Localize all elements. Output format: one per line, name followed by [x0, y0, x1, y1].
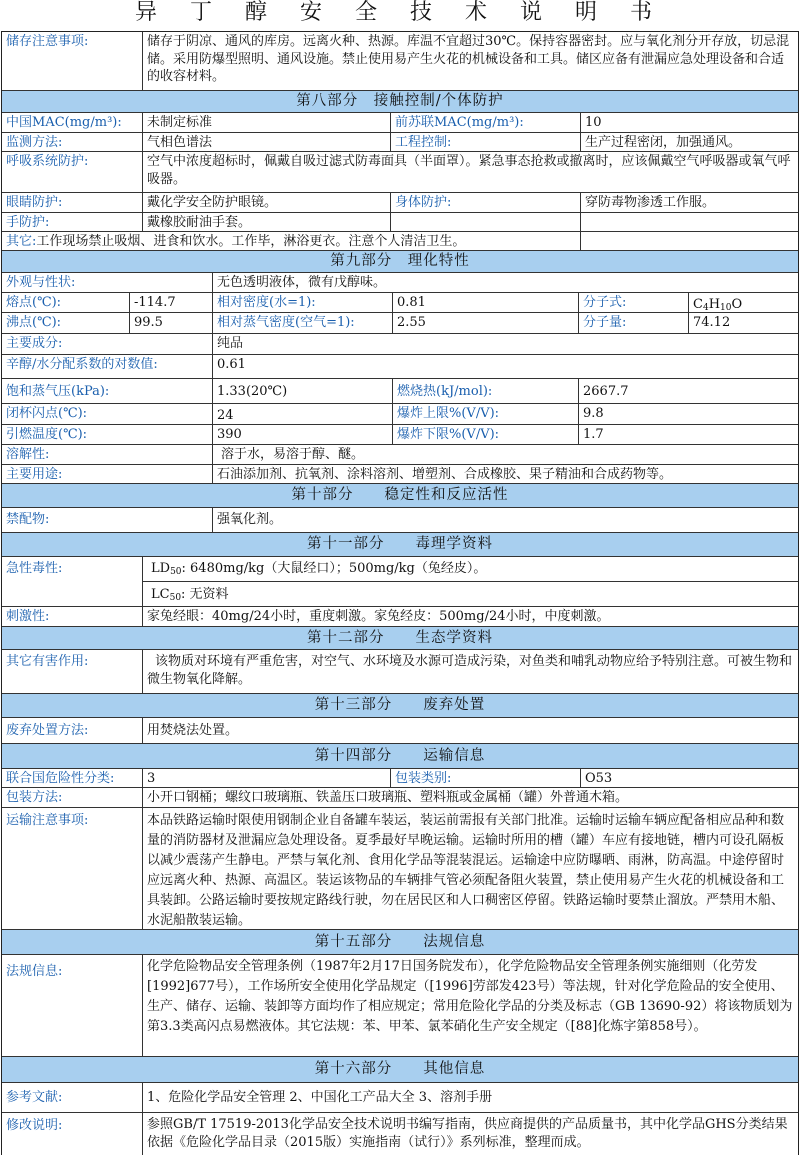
use-row	[2, 465, 798, 484]
other-label: 其它:	[6, 234, 37, 249]
section-8-title: 第八部分 接触控制/个体防护	[296, 93, 504, 109]
incomp-label: 禁配物:	[6, 512, 50, 527]
formula-sub-10: 10	[720, 303, 732, 312]
section-12-title: 第十二部分 生态学资料	[307, 630, 493, 646]
disposal-value: 用焚烧法处置。	[142, 718, 798, 743]
logp-row	[2, 355, 798, 379]
storage-row	[2, 32, 798, 91]
mp-label: 熔点(℃):	[6, 295, 62, 310]
rev-value: 参照GB/T 17519-2013化学品安全技术说明书编写指南，供应商提供的产品质量书，其中化学品GHS分类结果依据《危险化学品目录（2015版）实施指南（试行）》系列标准，整理而成。	[142, 1113, 798, 1155]
other-value: 工作现场禁止吸烟、进食和饮水。工作毕，淋浴更衣。注意个人清洁卫生。	[36, 234, 466, 249]
eng-label: 工程控制:	[390, 133, 580, 151]
eco-value: 该物质对环境有严重危害，对空气、水环境及水源可造成污染，对鱼类和哺乳动物应给予特别注意。可被生物和微生物氧化降解。	[142, 650, 798, 693]
ref-row	[2, 1083, 798, 1113]
rev-row	[2, 1113, 798, 1155]
mac-row	[2, 113, 798, 133]
storage-label: 储存注意事项:	[6, 34, 89, 49]
reg-label: 法规信息:	[6, 964, 63, 979]
flash-value: 24	[212, 404, 392, 424]
ld-sub: 50	[170, 567, 182, 577]
section-8-header	[2, 91, 798, 113]
section-15-header	[2, 930, 798, 955]
ld-text: : 6480mg/kg（大鼠经口）；500mg/kg（兔经皮）。	[181, 561, 487, 576]
formula-label: 分子式:	[578, 293, 688, 312]
un-label: 联合国危险性分类:	[6, 771, 115, 786]
hand-label: 手防护:	[6, 215, 50, 230]
pkg-label: 包装方法:	[6, 790, 63, 805]
appearance-value: 无色透明液体，微有戊醇味。	[212, 273, 798, 292]
logp-value: 0.61	[212, 355, 798, 378]
heat-value: 2667.7	[578, 379, 798, 403]
storage-value: 储存于阴凉、通风的库房。远离火种、热源。库温不宜超过30℃。保持容器密封。应与氧化剂分开存放，切忌混储。采用防爆型照明、通风设施。禁止使用易产生火花的机械设备和工具。储区应备有泄漏应急处理设备和合适的收容材料。	[142, 32, 798, 90]
monitor-label: 监测方法:	[6, 135, 63, 150]
ignite-value: 390	[212, 425, 392, 444]
disposal-label: 废弃处置方法:	[6, 723, 89, 738]
ignite-label: 引燃温度(℃):	[6, 427, 88, 442]
mac-cn-label: 中国MAC(mg/m³):	[6, 115, 122, 130]
resp-label: 呼吸系统防护:	[6, 154, 89, 169]
ignite-row	[2, 425, 798, 445]
rd-water-label: 相对密度(水=1):	[212, 293, 392, 312]
resp-value: 空气中浓度超标时，佩戴自吸过滤式防毒面具（半面罩）。紧急事态抢救或撤离时，应该佩戴空气呼吸器或氧气呼吸器。	[142, 152, 798, 192]
incomp-value: 强氧化剂。	[212, 508, 798, 532]
eco-row	[2, 650, 798, 694]
lc-row	[2, 582, 798, 607]
un-value: 3	[142, 769, 390, 787]
main-comp-value: 纯品	[212, 334, 798, 354]
lower-label: 爆炸下限%(V/V):	[392, 425, 578, 444]
section-9-header	[2, 251, 798, 273]
formula-sub-4: 4	[702, 303, 709, 312]
rd-water-value: 0.81	[392, 293, 578, 312]
other-empty	[580, 232, 798, 250]
mac-su-value: 10	[580, 113, 798, 132]
un-row	[2, 769, 798, 788]
mac-su-label: 前苏联MAC(mg/m³):	[390, 113, 580, 132]
logp-label: 辛醇/水分配系数的对数值:	[6, 357, 158, 372]
irr-value: 家兔经眼：40mg/24小时，重度刺激。家兔经皮：500mg/24小时，中度刺激。	[142, 607, 798, 626]
formula-c: C	[693, 297, 703, 312]
section-10-title: 第十部分 稳定性和反应活性	[291, 487, 509, 503]
pkg-value: 小开口钢桶；螺纹口玻璃瓶、铁盖压口玻璃瓶、塑料瓶或金属桶（罐）外普通木箱。	[142, 788, 798, 807]
mw-label: 分子量:	[578, 313, 688, 333]
pkg-cat-label: 包装类别:	[390, 769, 580, 787]
lc-text: : 无资料	[181, 587, 229, 602]
lc-value	[142, 582, 798, 606]
disposal-row	[2, 718, 798, 744]
trans-label: 运输注意事项:	[6, 813, 89, 828]
other-row	[2, 232, 798, 251]
incomp-row	[2, 508, 798, 533]
sol-label: 溶解性:	[6, 447, 50, 462]
appearance-row	[2, 273, 798, 293]
hand-empty-2	[580, 213, 798, 231]
rd-air-label: 相对蒸气密度(空气=1):	[212, 313, 392, 333]
irr-label: 刺激性:	[6, 609, 50, 624]
bp-row	[2, 313, 798, 334]
ld-prefix: LD	[151, 561, 171, 576]
monitor-row	[2, 133, 798, 152]
pkg-row	[2, 788, 798, 808]
resp-row	[2, 152, 798, 193]
eye-value: 戴化学安全防护眼镜。	[142, 193, 390, 212]
section-11-header	[2, 533, 798, 557]
trans-row	[2, 808, 798, 930]
formula-o: O	[731, 297, 743, 312]
sol-row	[2, 445, 798, 465]
use-label: 主要用途:	[6, 467, 63, 482]
section-11-title: 第十一部分 毒理学资料	[307, 536, 493, 552]
acute-label: 急性毒性:	[6, 561, 63, 576]
body-label: 身体防护:	[390, 193, 580, 212]
reg-row	[2, 955, 798, 1057]
section-13-title: 第十三部分 废弃处置	[314, 697, 486, 713]
mw-value: 74.12	[688, 313, 798, 333]
msds-table	[1, 31, 799, 1155]
body-value: 穿防毒物渗透工作服。	[580, 193, 798, 212]
trans-value: 本品铁路运输时限使用钢制企业自备罐车装运，装运前需报有关部门批准。运输时运输车辆应配备相应品种和数量的消防器材及泄漏应急处理设备。夏季最好早晚运输。运输时所用的槽（罐）车应有接地链，槽内可设孔隔板以减少震荡产生静电。严禁与氧化剂、食用化学品等混装混运。运输途中应防曝晒、雨淋，防高温。中途停留时应远离火种、热源、高温区。装运该物品的车辆排气管必须配备阻火装置，禁止使用易产生火花的机械设备和工具装卸。公路运输时要按规定路线行驶，勿在居民区和人口稠密区停留。铁路运输时要禁止溜放。严禁用木船、水泥船散装运输。	[142, 808, 798, 929]
upper-label: 爆炸上限%(V/V):	[392, 404, 578, 424]
rev-label: 修改说明:	[6, 1118, 63, 1133]
mac-cn-value: 未制定标准	[142, 113, 390, 132]
section-10-header	[2, 484, 798, 508]
hand-value: 戴橡胶耐油手套。	[142, 213, 390, 231]
ld-value	[142, 557, 798, 582]
eye-label: 眼睛防护:	[6, 195, 63, 210]
upper-value: 9.8	[578, 404, 798, 424]
sol-value: 溶于水，易溶于醇、醚。	[212, 445, 798, 464]
section-15-title: 第十五部分 法规信息	[314, 934, 486, 950]
ref-label: 参考文献:	[6, 1090, 63, 1105]
lc-empty-label	[2, 582, 142, 606]
heat-label: 燃烧热(kJ/mol):	[392, 379, 578, 403]
vp-label: 饱和蒸气压(kPa):	[6, 384, 110, 399]
reg-value: 化学危险物品安全管理条例（1987年2月17日国务院发布），化学危险物品安全管理条例实施细则（化劳发[1992]677号），工作场所安全使用化学品规定（[1996]劳部发423号）等法规，针对化学危险品的安全使用、生产、储存、运输、装卸等方面均作了相应规定；常用危险化学品的分类及标志（GB 13690-92）将该物质划为第3.3类高闪点易燃液体。其它法规：苯、甲苯、氯苯硝化生产安全规定（[88]化炼字第858号）。	[142, 955, 798, 1056]
lc-prefix: LC	[151, 587, 170, 602]
eng-value: 生产过程密闭，加强通风。	[580, 133, 798, 151]
monitor-value: 气相色谱法	[142, 133, 390, 151]
eco-label: 其它有害作用:	[6, 654, 89, 669]
hand-empty-1	[390, 213, 580, 231]
mp-value: -114.7	[129, 293, 212, 312]
section-14-title: 第十四部分 运输信息	[314, 748, 486, 764]
lc-sub: 50	[169, 593, 182, 603]
pkg-cat-value: O53	[580, 769, 798, 787]
main-comp-row	[2, 334, 798, 355]
formula-h: H	[708, 297, 721, 312]
flash-label: 闭杯闪点(℃):	[6, 406, 88, 421]
flash-row	[2, 404, 798, 425]
hand-row	[2, 213, 798, 232]
lower-value: 1.7	[578, 425, 798, 444]
other-cell	[2, 232, 580, 250]
irr-row	[2, 607, 798, 627]
ld-row	[2, 557, 798, 582]
use-value: 石油添加剂、抗氧剂、涂料溶剂、增塑剂、合成橡胶、果子精油和合成药物等。	[212, 465, 798, 483]
ref-value: 1、危险化学品安全管理 2、中国化工产品大全 3、溶剂手册	[142, 1083, 798, 1112]
section-13-header	[2, 694, 798, 718]
section-12-header	[2, 627, 798, 650]
vp-row	[2, 379, 798, 404]
section-14-header	[2, 744, 798, 769]
section-16-header	[2, 1057, 798, 1083]
bp-label: 沸点(℃):	[6, 315, 62, 330]
section-16-title: 第十六部分 其他信息	[314, 1061, 486, 1077]
bp-value: 99.5	[129, 313, 212, 333]
document-title: 异 丁 醇 安 全 技 术 说 明 书	[135, 0, 665, 25]
eye-row	[2, 193, 798, 213]
mp-row	[2, 293, 798, 313]
main-comp-label: 主要成分:	[6, 336, 63, 351]
section-9-title: 第九部分 理化特性	[330, 253, 470, 269]
vp-value: 1.33(20℃)	[212, 379, 392, 403]
formula-value	[688, 293, 798, 312]
appearance-label: 外观与性状:	[6, 275, 76, 290]
rd-air-value: 2.55	[392, 313, 578, 333]
